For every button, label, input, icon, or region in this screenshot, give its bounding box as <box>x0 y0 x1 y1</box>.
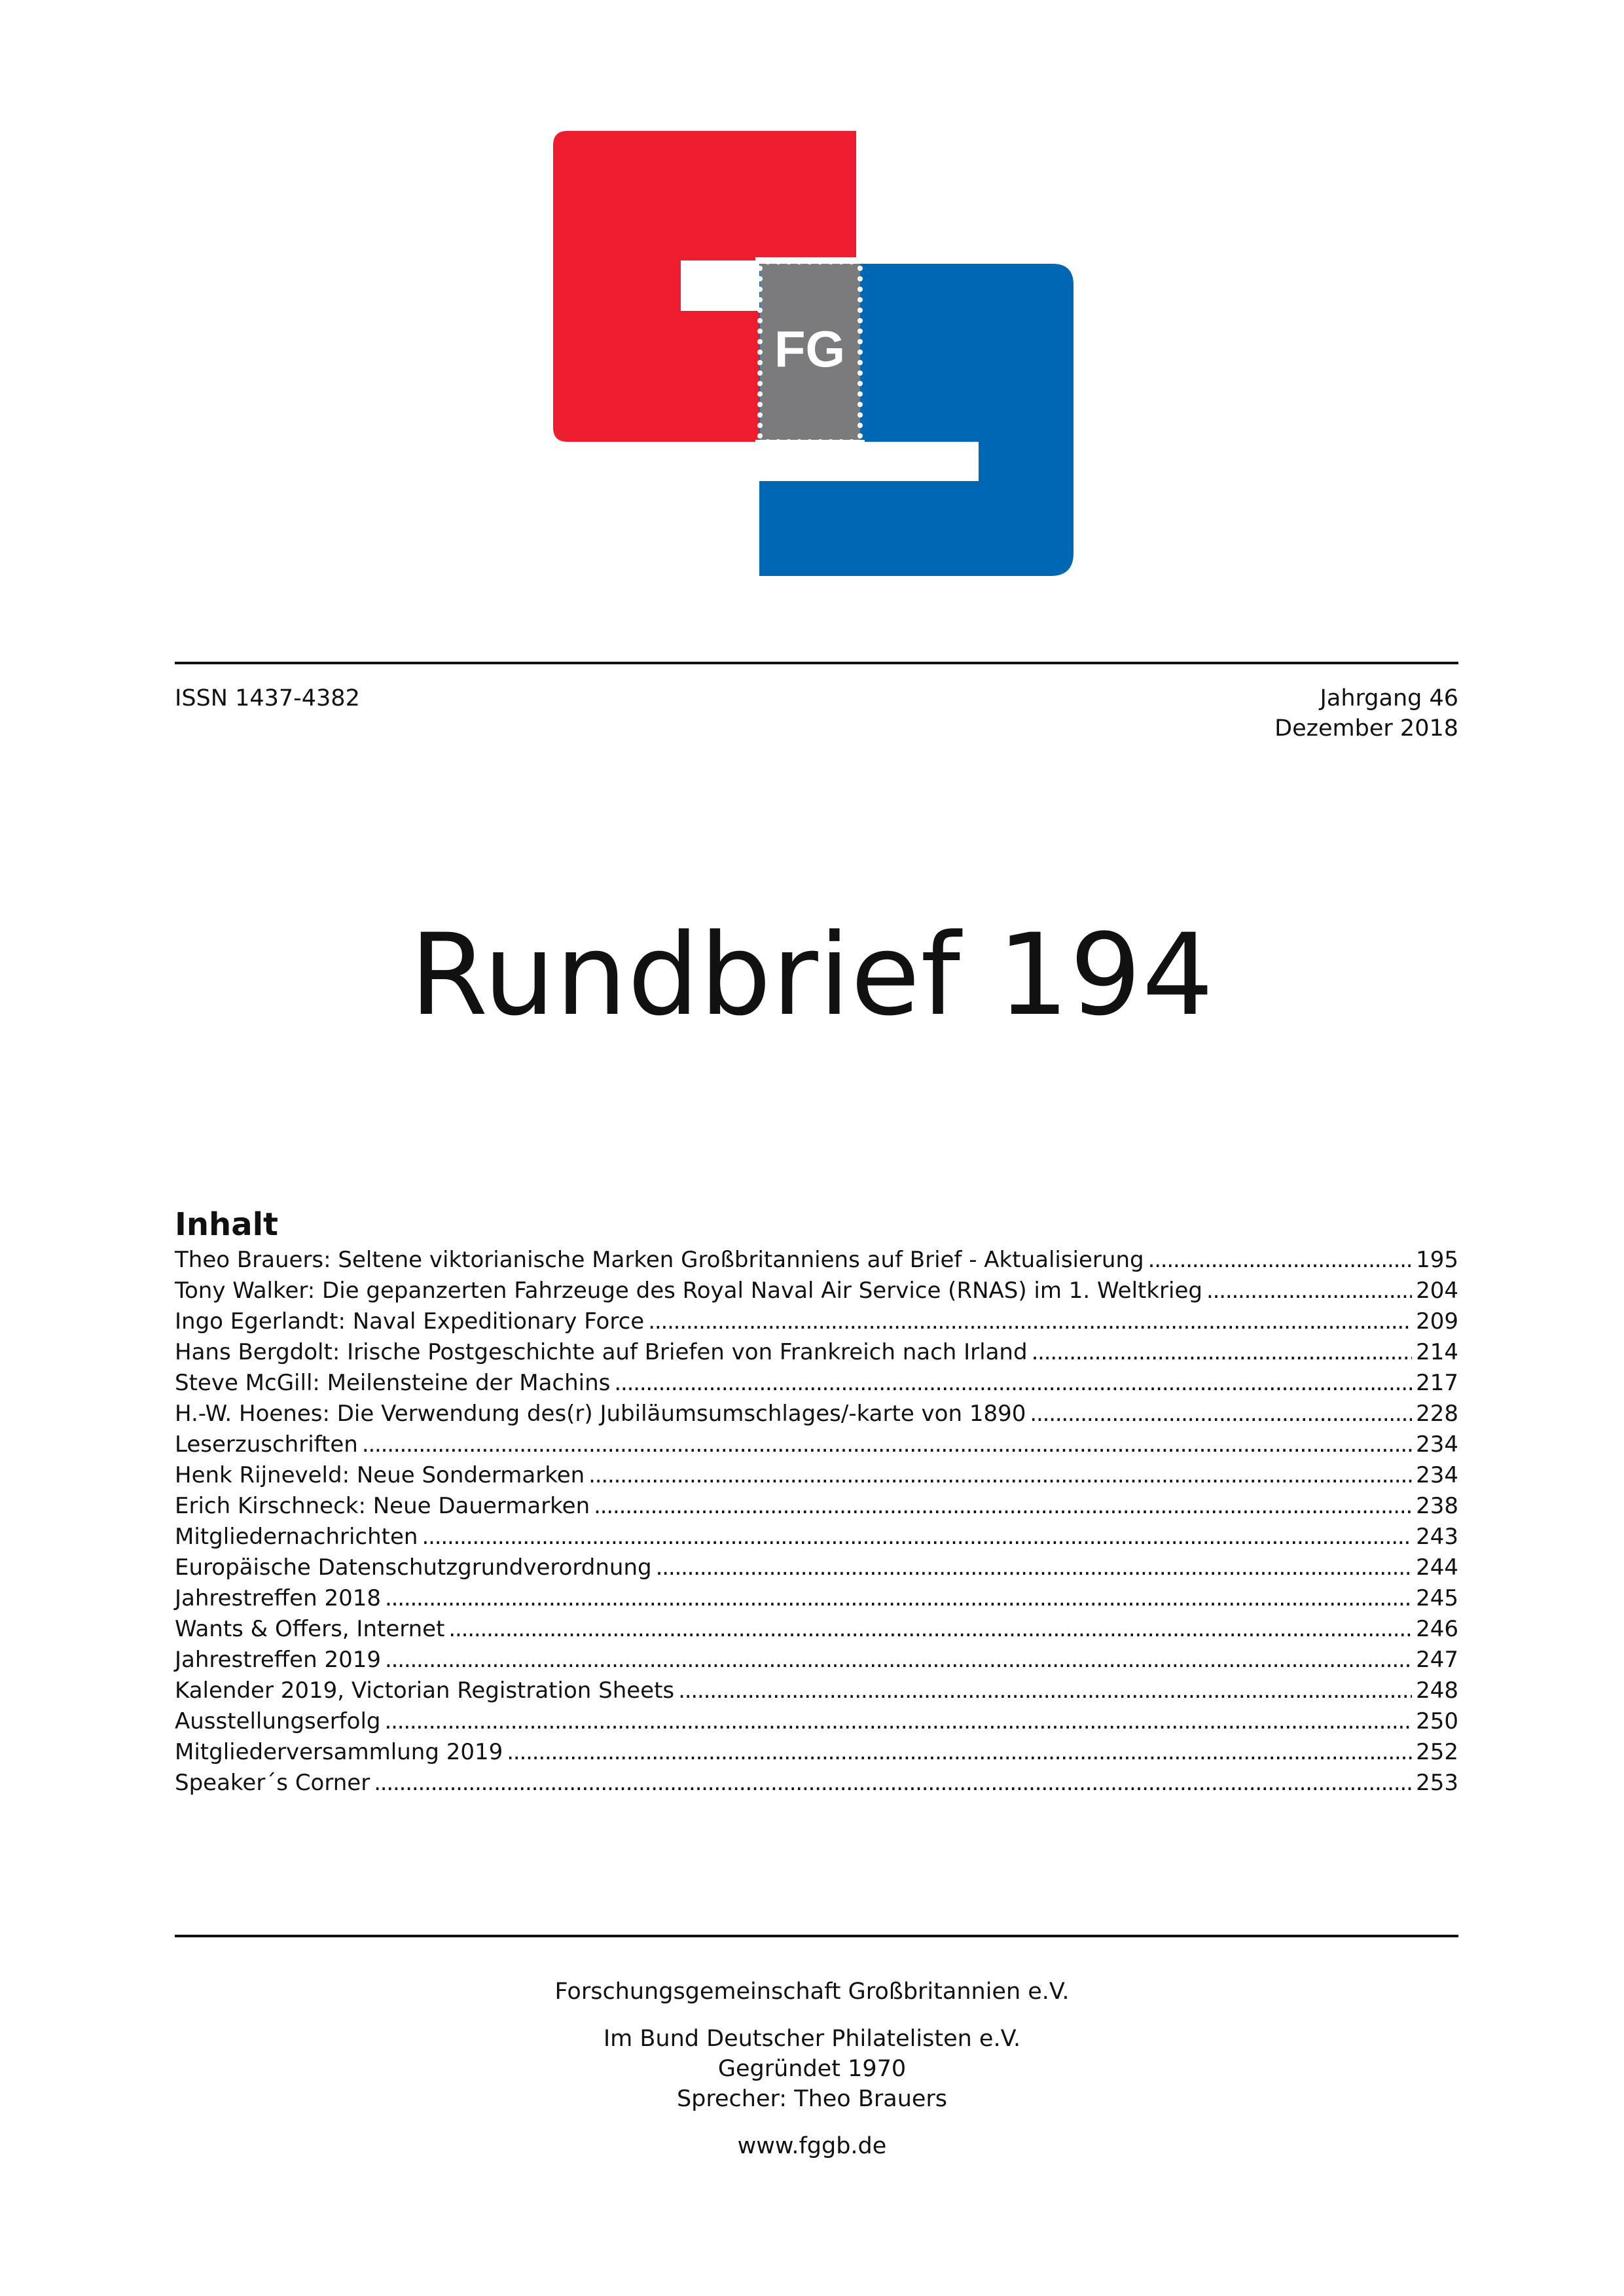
toc-entry-page: 209 <box>1416 1308 1458 1335</box>
toc-entry-title: Wants & Offers, Internet <box>175 1616 445 1642</box>
toc-entry-page: 217 <box>1416 1370 1458 1396</box>
toc-dot-leader <box>1206 1276 1412 1306</box>
toc-dot-leader <box>594 1491 1412 1522</box>
toc-entry-page: 253 <box>1416 1770 1458 1796</box>
toc-entry-title: Mitgliedernachrichten <box>175 1524 418 1550</box>
toc-entry-title: Henk Rijneveld: Neue Sondermarken <box>175 1462 585 1488</box>
table-of-contents <box>175 1204 1458 1799</box>
toc-entry-page: 214 <box>1416 1339 1458 1365</box>
toc-entry-title: Hans Bergdolt: Irische Postgeschichte auf Briefen von Frankreich nach Irland <box>175 1339 1028 1365</box>
toc-heading: Inhalt <box>175 1206 278 1243</box>
toc-entry-page: 195 <box>1416 1247 1458 1273</box>
toc-entry-title: Steve McGill: Meilensteine der Machins <box>175 1370 611 1396</box>
toc-dot-leader <box>678 1676 1412 1706</box>
toc-entry <box>175 1368 1458 1399</box>
toc-entry <box>175 1676 1458 1706</box>
toc-entry <box>175 1614 1458 1645</box>
toc-dot-leader <box>588 1460 1412 1491</box>
toc-entry-page: 234 <box>1416 1431 1458 1458</box>
toc-entry-title: Speaker´s Corner <box>175 1770 370 1796</box>
toc-entry <box>175 1245 1458 1276</box>
toc-dot-leader <box>374 1768 1412 1799</box>
toc-entry-title: Kalender 2019, Victorian Registration Sheets <box>175 1677 675 1704</box>
toc-entry-page: 247 <box>1416 1647 1458 1673</box>
footer <box>0 1977 1624 2161</box>
toc-entry-page: 250 <box>1416 1708 1458 1734</box>
organization-name: Forschungsgemeinschaft Großbritannien e.V. <box>554 1979 1070 2005</box>
toc-dot-leader <box>385 1645 1412 1676</box>
toc-dot-leader <box>614 1368 1412 1399</box>
page-title: Rundbrief 194 <box>409 909 1214 1041</box>
toc-entry <box>175 1429 1458 1460</box>
logo-text: FG <box>774 320 846 378</box>
founded-line: Gegründet 1970 <box>717 2056 907 2082</box>
toc-dot-leader <box>385 1583 1412 1614</box>
issue-meta <box>1274 683 1458 744</box>
toc-entry-title: Tony Walker: Die gepanzerten Fahrzeuge des Royal Naval Air Service (RNAS) im 1. Weltkrieg <box>175 1278 1202 1304</box>
toc-entry-page: 243 <box>1416 1524 1458 1550</box>
toc-dot-leader <box>507 1737 1412 1768</box>
toc-entry-title: Ausstellungserfolg <box>175 1708 381 1734</box>
toc-entry-title: Erich Kirschneck: Neue Dauermarken <box>175 1493 590 1519</box>
toc-entry-title: Leserzuschriften <box>175 1431 358 1458</box>
toc-dot-leader <box>648 1306 1412 1337</box>
logo-stamp <box>755 257 865 446</box>
toc-entry <box>175 1399 1458 1429</box>
toc-entry <box>175 1276 1458 1306</box>
toc-entry-title: Europäische Datenschutzgrundverordnung <box>175 1554 652 1581</box>
toc-entry-page: 228 <box>1416 1401 1458 1427</box>
toc-entry <box>175 1460 1458 1491</box>
toc-dot-leader <box>384 1706 1412 1737</box>
top-divider <box>175 662 1458 664</box>
toc-entry-title: H.-W. Hoenes: Die Verwendung des(r) Jubiläumsumschlages/-karte von 1890 <box>175 1401 1026 1427</box>
issn-label: ISSN 1437-4382 <box>175 685 360 711</box>
toc-entry <box>175 1706 1458 1737</box>
issue-date: Dezember 2018 <box>1274 715 1458 742</box>
toc-entry <box>175 1737 1458 1768</box>
bottom-divider <box>175 1935 1458 1937</box>
toc-entry <box>175 1491 1458 1522</box>
toc-entry-title: Jahrestreffen 2018 <box>175 1585 381 1611</box>
toc-entry-page: 248 <box>1416 1677 1458 1704</box>
toc-dot-leader <box>1032 1337 1413 1368</box>
toc-entry <box>175 1522 1458 1552</box>
association-line: Im Bund Deutscher Philatelisten e.V. <box>603 2026 1021 2052</box>
toc-entry-page: 234 <box>1416 1462 1458 1488</box>
toc-dot-leader <box>422 1522 1412 1552</box>
toc-entry <box>175 1306 1458 1337</box>
toc-entry-page: 238 <box>1416 1493 1458 1519</box>
toc-entry <box>175 1768 1458 1799</box>
speaker-line: Sprecher: Theo Brauers <box>676 2086 948 2112</box>
fggb-logo <box>553 131 1074 576</box>
toc-dot-leader <box>1030 1399 1412 1429</box>
toc-entry-page: 244 <box>1416 1554 1458 1581</box>
toc-entry-page: 246 <box>1416 1616 1458 1642</box>
toc-entry-title: Theo Brauers: Seltene viktorianische Marken Großbritanniens auf Brief - Aktualisierung <box>175 1247 1144 1273</box>
website-link[interactable]: www.fggb.de <box>737 2133 887 2159</box>
toc-entry-title: Ingo Egerlandt: Naval Expeditionary Force <box>175 1308 645 1335</box>
toc-entry-title: Mitgliederversammlung 2019 <box>175 1739 503 1765</box>
volume-label: Jahrgang 46 <box>1320 685 1458 711</box>
toc-entry-page: 204 <box>1416 1278 1458 1304</box>
toc-dot-leader <box>448 1614 1412 1645</box>
toc-entry-page: 252 <box>1416 1739 1458 1765</box>
toc-entry-title: Jahrestreffen 2019 <box>175 1647 381 1673</box>
toc-entry <box>175 1337 1458 1368</box>
toc-entry <box>175 1645 1458 1676</box>
toc-dot-leader <box>656 1552 1412 1583</box>
toc-entry <box>175 1552 1458 1583</box>
toc-list <box>175 1245 1458 1799</box>
toc-entry-page: 245 <box>1416 1585 1458 1611</box>
toc-dot-leader <box>362 1429 1412 1460</box>
association-block <box>0 2024 1624 2114</box>
toc-dot-leader <box>1148 1245 1413 1276</box>
toc-entry <box>175 1583 1458 1614</box>
